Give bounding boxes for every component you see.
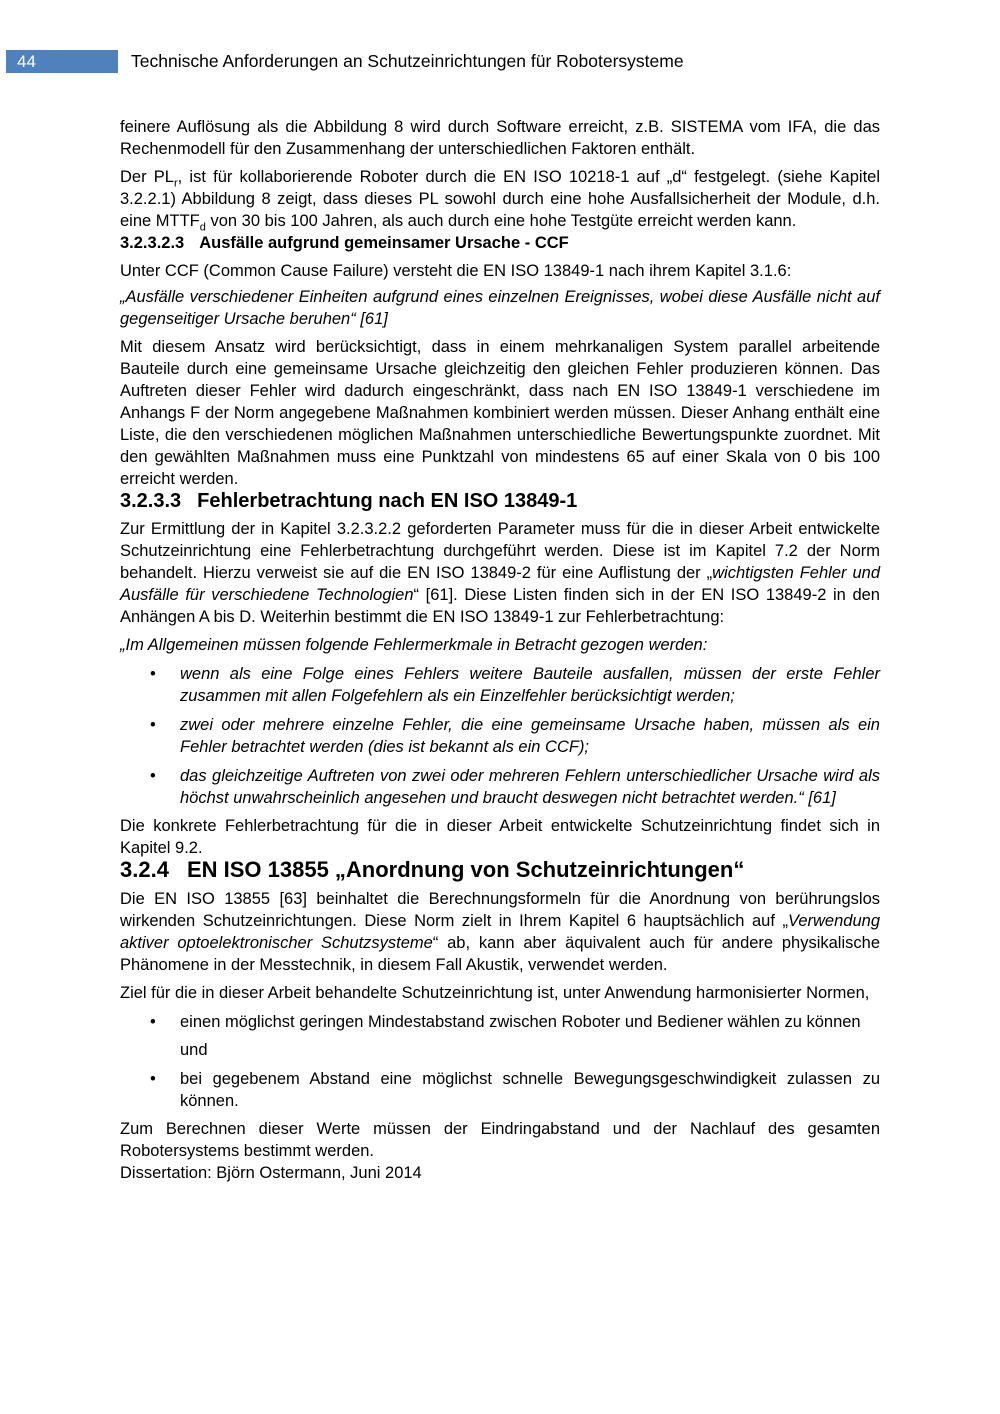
fault-bullet-3: [120, 765, 880, 809]
paragraph-plr: Der $PL_r$, ist für kollaborierende Roboter durch die EN ISO 10218-1 auf „d“ festgelegt. (siehe Kapitel 3.2.2.1) Abbildung 8 zeigt, dass dieses PL sowohl durch eine hohe Ausfallsicherheit der Module, d.h. eine $MTTF_d$ von 30 bis 100 Jahren, als auch durch eine hohe Testgüte erreicht werden kann.: [120, 168, 880, 234]
goal-bullet-2: [120, 1068, 880, 1112]
bullet-text: das gleichzeitige Auftreten von zwei oder mehreren Fehlern unterschiedlicher Ursache wird als höchst unwahrscheinlich angesehen und braucht deswegen nicht betrachtet werden.“ [61]: [180, 767, 880, 807]
bullet-icon: •: [150, 1013, 156, 1031]
page-content: [120, 116, 880, 1184]
footer-line: Dissertation: Björn Ostermann, Juni 2014: [120, 1164, 422, 1182]
heading-number: 3.2.3.3: [120, 490, 182, 512]
paragraph-intro: feinere Auflösung als die Abbildung 8 wird durch Software erreicht, z.B. SISTEMA vom IFA, die das Rechenmodell für den Zusammenhang der unterschiedlichen Faktoren enthält.: [120, 118, 880, 158]
heading-title: Fehlerbetrachtung nach EN ISO 13849-1: [197, 490, 578, 512]
paragraph-13855: Die EN ISO 13855 [63] beinhaltet die Berechnungsformeln für die Anordnung von berührungslos wirkenden Schutzeinrichtungen. Diese Norm zielt in Ihrem Kapitel 6 hauptsächlich auf „Verwendung aktiver optoelektronischer Schutzsysteme“ ab, kann aber äquivalent auch für andere physikalische Phänomene in der Messtechnik, in diesem Fall Akustik, verwendet werden.: [120, 890, 880, 974]
paragraph-goal: Ziel für die in dieser Arbeit behandelte Schutzeinrichtung ist, unter Anwendung harmonisierter Normen,: [120, 984, 870, 1002]
paragraph-ccf-intro: Unter CCF (Common Cause Failure) versteht die EN ISO 13849-1 nach ihrem Kapitel 3.1.6:: [120, 262, 792, 280]
subscript-r: r: [173, 177, 178, 190]
paragraph-ccf-measures: Mit diesem Ansatz wird berücksichtigt, dass in einem mehrkanaligen System parallel arbeitende Bauteile durch eine gemeinsame Ursache gleichzeitig den gleichen Fehler produzieren können. Das Auftreten dieser Fehler wird dadurch eingeschränkt, dass nach EN ISO 13849-1 verschiedene im Anhangs F der Norm angegebene Maßnahmen kombiniert werden müssen. Dieser Anhang enthält eine Liste, die den verschiedenen möglichen Maßnahmen unterschiedliche Bewertungspunkte zuordnet. Mit den gewählten Maßnahmen muss eine Punktzahl von mindestens 65 auf einer Skala von 0 bis 100 erreicht werden.: [120, 338, 880, 488]
heading-title: Ausfälle aufgrund gemeinsamer Ursache - CCF: [199, 234, 569, 252]
heading-title: EN ISO 13855 „Anordnung von Schutzeinrichtungen“: [186, 857, 745, 882]
bullet-text: bei gegebenem Abstand eine möglichst schnelle Bewegungsgeschwindigkeit zulassen zu können.: [180, 1070, 880, 1110]
paragraph-concrete-fault: Die konkrete Fehlerbetrachtung für die in dieser Arbeit entwickelte Schutzeinrichtung findet sich in Kapitel 9.2.: [120, 817, 880, 857]
inline-quote: Verwendung aktiver optoelektronischer Schutzsysteme: [120, 912, 880, 952]
page-number-box: [6, 50, 118, 73]
heading-3-2-3-2-3: [120, 232, 880, 254]
paragraph-fault-consideration: Zur Ermittlung der in Kapitel 3.2.3.2.2 geforderten Parameter muss für die in dieser Arbeit entwickelte Schutzeinrichtung eine Fehlerbetrachtung durchgeführt werden. Diese ist im Kapitel 7.2 der Norm behandelt. Hierzu verweist sie auf die EN ISO 13849-2 für eine Auflistung der „wichtigsten Fehler und Ausfälle für verschiedene Technologien“ [61]. Diese Listen finden sich in der EN ISO 13849-2 in den Anhängen A bis D. Weiterhin bestimmt die EN ISO 13849-1 zur Fehlerbetrachtung:: [120, 520, 880, 626]
bullet-text: zwei oder mehrere einzelne Fehler, die eine gemeinsame Ursache haben, müssen als ein Fehler betrachtet werden (dies ist bekannt als ein CCF);: [180, 716, 880, 756]
goal-bullet-1: [120, 1011, 880, 1033]
norm-quote-ccf: „Ausfälle verschiedener Einheiten aufgrund eines einzelnen Ereignisses, wobei diese Ausfälle nicht auf gegenseitiger Ursache beruhen“ [61]: [120, 288, 880, 328]
bullet-icon: •: [150, 767, 156, 785]
goal-connector: und: [180, 1041, 208, 1059]
heading-number: 3.2.3.2.3: [120, 234, 185, 252]
bullet-icon: •: [150, 716, 156, 734]
subscript-d: d: [199, 221, 206, 234]
fault-bullet-1: [120, 663, 880, 707]
heading-3-2-3-3: [120, 490, 880, 512]
inline-quote: wichtigsten Fehler und Ausfälle für verschiedene Technologien: [120, 564, 880, 604]
bullet-icon: •: [150, 1070, 156, 1088]
heading-3-2-4: [120, 859, 880, 881]
page-header: [6, 50, 880, 73]
bullet-text: wenn als eine Folge eines Fehlers weitere Bauteile ausfallen, müssen der erste Fehler zusammen mit allen Folgefehlern als ein Einzelfehler berücksichtigt werden;: [180, 665, 880, 705]
paragraph-calculation: Zum Berechnen dieser Werte müssen der Eindringabstand und der Nachlauf des gesamten Robotersystems bestimmt werden.: [120, 1120, 880, 1160]
page-number: 44: [17, 52, 36, 71]
running-head-title: Technische Anforderungen an Schutzeinrichtungen für Robotersysteme: [131, 51, 684, 71]
fault-bullet-2: [120, 714, 880, 758]
bullet-text: einen möglichst geringen Mindestabstand zwischen Roboter und Bediener wählen zu können: [180, 1013, 861, 1031]
norm-quote-fault-intro: „Im Allgemeinen müssen folgende Fehlermerkmale in Betracht gezogen werden:: [120, 636, 708, 654]
bullet-icon: •: [150, 665, 156, 683]
heading-number: 3.2.4: [120, 857, 169, 882]
